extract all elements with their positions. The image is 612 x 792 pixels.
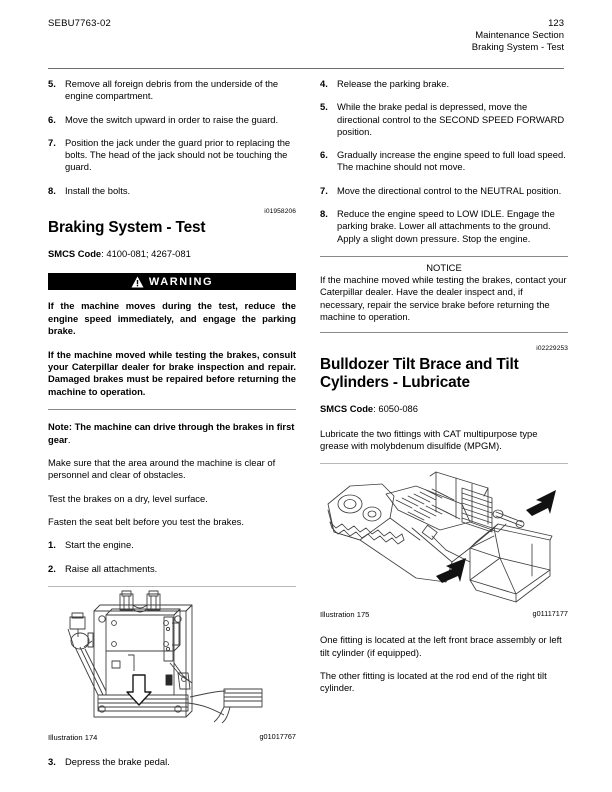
step-text: Release the parking brake. (337, 78, 450, 89)
paragraph-lubricate: Lubricate the two fittings with CAT multipurpose type grease with molybdenum disulfide (MPGM). (320, 427, 538, 452)
step-text: Reduce the engine speed to LOW IDLE. Engage the parking brake. Lower all attachments to the ground. Apply a slight down pressure. Stop the engine. (337, 208, 555, 244)
illustration-caption-row (48, 732, 296, 744)
topic-name: Braking System - Test (471, 42, 564, 54)
list-item (320, 185, 568, 197)
page-title: Braking System - Test (48, 219, 206, 237)
illustration-top-divider (320, 463, 568, 464)
step-number: 3. (48, 755, 56, 767)
step-text: Raise all attachments. (65, 562, 158, 574)
document-id: SEBU7763-02 (48, 18, 111, 29)
step-text: While the brake pedal is depressed, move the directional control to the SECOND SPEED FORWARD position. (337, 101, 565, 137)
step-text: Remove all foreign debris from the underside of the engine compartment. (65, 78, 279, 102)
step-text: Depress the brake pedal. (65, 755, 170, 767)
illustration-graphic-number: g01017767 (259, 731, 296, 741)
illustration-top-divider (48, 586, 296, 587)
list-item (320, 208, 568, 245)
notice-block (320, 256, 568, 333)
warning-banner (48, 273, 296, 290)
step-text: Position the jack under the guard prior to replacing the bolts. The head of the jack should not be touching the guard. (65, 136, 291, 173)
note-tail: . (67, 433, 71, 445)
illustration-174 (48, 589, 296, 744)
brake-pedal-assembly-drawing (48, 589, 296, 729)
illustration-caption: Illustration 174 (48, 732, 98, 742)
warning-triangle-icon (131, 276, 144, 288)
paragraph-one-fitting: One fitting is located at the left front brace assembly or left tilt cylinder (if equipped). (320, 634, 562, 658)
step-number: 8. (320, 208, 328, 220)
illustration-caption: Illustration 175 (320, 610, 370, 620)
smcs-code (48, 248, 296, 260)
step-number: 8. (48, 184, 56, 196)
reference-number: i02229253 (536, 344, 568, 352)
paragraph-dry-surface: Test the brakes on a dry, level surface. (48, 492, 208, 504)
step-text: Move the switch upward in order to raise the guard. (65, 113, 279, 125)
step-number: 2. (48, 562, 56, 574)
bulldozer-tilt-brace-drawing (320, 466, 568, 606)
list-item (320, 101, 568, 138)
step-number: 6. (48, 113, 56, 125)
list-item (320, 78, 568, 90)
illustration-graphic-number: g01117177 (532, 609, 568, 619)
step-text: Start the engine. (65, 539, 134, 551)
header-divider (48, 68, 564, 69)
warning-text-primary: If the machine moves during the test, reduce the engine speed immediately, and engage the parking brake. (48, 300, 296, 337)
note-label: Note: (48, 421, 72, 433)
step-number: 5. (320, 101, 328, 113)
list-item (48, 185, 296, 197)
list-item (320, 149, 568, 174)
smcs-label: SMCS Code (320, 402, 374, 414)
notice-title: NOTICE (426, 261, 462, 273)
warning-text-secondary: If the machine moved while testing the brakes, consult your Caterpillar dealer for brake inspection and repair. Damaged brakes must be repaired before returning the machine to operation. (48, 348, 296, 397)
notice-body: If the machine moved while testing the brakes, contact your Caterpillar dealer. Have the dealer inspect and, if necessary, repair the service brake before returning the machine to operation. (320, 273, 567, 323)
note-block (48, 421, 296, 446)
smcs-value: : 4100-081; 4267-081 (101, 248, 191, 260)
page-title: Bulldozer Tilt Brace and Tilt Cylinders - Lubricate (320, 355, 519, 391)
left-column (48, 78, 296, 779)
page-number: 123 (548, 18, 564, 29)
list-item (48, 756, 296, 768)
step-text: Install the bolts. (65, 184, 131, 196)
step-number: 7. (48, 136, 56, 148)
illustration-caption-row (320, 609, 568, 621)
section-name: Maintenance Section (475, 30, 564, 42)
list-item (48, 78, 296, 103)
step-number: 1. (48, 539, 56, 551)
warning-divider (48, 409, 296, 410)
header-right-block (472, 18, 564, 55)
paragraph-seatbelt: Fasten the seat belt before you test the brakes. (48, 515, 244, 527)
down-arrow-callout (127, 675, 151, 705)
list-item (48, 114, 296, 126)
step-number: 4. (320, 78, 328, 89)
smcs-value: : 6050-086 (373, 402, 418, 414)
step-number: 5. (48, 78, 56, 89)
smcs-code (320, 403, 568, 415)
step-number: 6. (320, 149, 328, 161)
paragraph-area-clear: Make sure that the area around the machine is clear of personnel and clear of obstacles. (48, 457, 276, 481)
step-text: Move the directional control to the NEUTRAL position. (337, 184, 562, 196)
list-item (48, 137, 296, 174)
note-text: The machine can drive through the brakes in first gear (48, 421, 295, 445)
list-item (48, 563, 296, 575)
warning-label: WARNING (148, 275, 214, 288)
notice-top-divider (320, 256, 568, 257)
step-text: Gradually increase the engine speed to full load speed. The machine should not move. (337, 149, 566, 173)
list-item (48, 539, 296, 551)
paragraph-other-fitting: The other fitting is located at the rod end of the right tilt cylinder. (320, 670, 547, 694)
notice-bottom-divider (320, 332, 568, 333)
step-number: 7. (320, 184, 328, 196)
reference-number: i01958206 (264, 208, 296, 216)
illustration-175 (320, 466, 568, 621)
right-column (320, 78, 568, 706)
smcs-label: SMCS Code (48, 248, 102, 260)
page-header (48, 18, 564, 62)
